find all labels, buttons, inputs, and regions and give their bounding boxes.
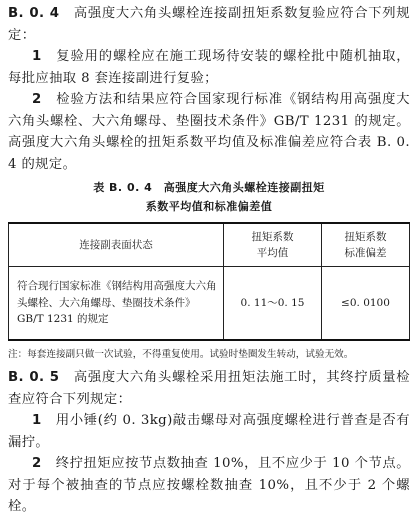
item-text: 检验方法和结果应符合国家现行标准《钢结构用高强度大六角头螺栓、大六角螺母、垫圈技术条件》GB/T 1231 的规定。高强度大六角头螺栓的扭矩系数平均值及标准偏差应符合表 B. 0. 4 的规定。 [8, 92, 410, 172]
item-number: 2 [32, 456, 42, 471]
table-caption [8, 178, 410, 216]
item-text: 用小锤(约 0. 3kg)敲击螺母对高强度螺栓进行普查是否有漏拧。 [8, 413, 411, 450]
clause-item-1 [8, 46, 410, 89]
torque-coefficient-table [8, 222, 410, 341]
clause-text: 高强度大六角头螺栓连接副扭矩系数复验应符合下列规定： [8, 6, 410, 43]
table-note: 注：每套连接副只做一次试验，不得重复使用。试验时垫圈发生转动，试验无效。 [8, 349, 354, 360]
header-mean: 扭矩系数 平均值 [224, 223, 322, 267]
item-text: 终拧扭矩应按节点数抽查 10%，且不应少于 10 个节点。对于每个被抽查的节点应按螺栓数抽查 10%，且不少于 2 个螺栓。 [8, 456, 410, 514]
table-row [9, 267, 410, 341]
clause-text: 高强度大六角头螺栓采用扭矩法施工时，其终拧质量检查应符合下列规定： [8, 370, 410, 407]
header-std-dev: 扭矩系数 标准偏差 [322, 223, 410, 267]
clause-item-2 [8, 453, 410, 518]
table-caption-line: 系数平均值和标准偏差值 [145, 200, 273, 213]
table-caption-line: 表 B. 0. 4 高强度大六角头螺栓连接副扭矩 [93, 181, 325, 194]
item-number: 2 [32, 92, 42, 107]
item-number: 1 [32, 413, 42, 428]
clause-number: B. 0. 5 [8, 370, 60, 385]
header-surface-state: 连接副表面状态 [9, 223, 224, 267]
clause-item-2 [8, 89, 410, 175]
clause-b-0-5 [8, 367, 410, 410]
cell-surface-state: 符合现行国家标准《钢结构用高强度大六角头螺栓、大六角螺母、垫圈技术条件》GB/T 1231 的规定 [9, 267, 224, 341]
cell-mean: 0. 11～0. 15 [224, 267, 322, 341]
table-header-row [9, 223, 410, 267]
item-text: 复验用的螺栓应在施工现场待安装的螺栓批中随机抽取，每批应抽取 8 套连接副进行复验； [8, 49, 410, 86]
clause-number: B. 0. 4 [8, 6, 60, 21]
clause-b-0-4 [8, 3, 410, 46]
item-number: 1 [32, 49, 42, 64]
cell-std-dev: ≤0. 0100 [322, 267, 410, 341]
clause-item-1 [8, 410, 410, 453]
